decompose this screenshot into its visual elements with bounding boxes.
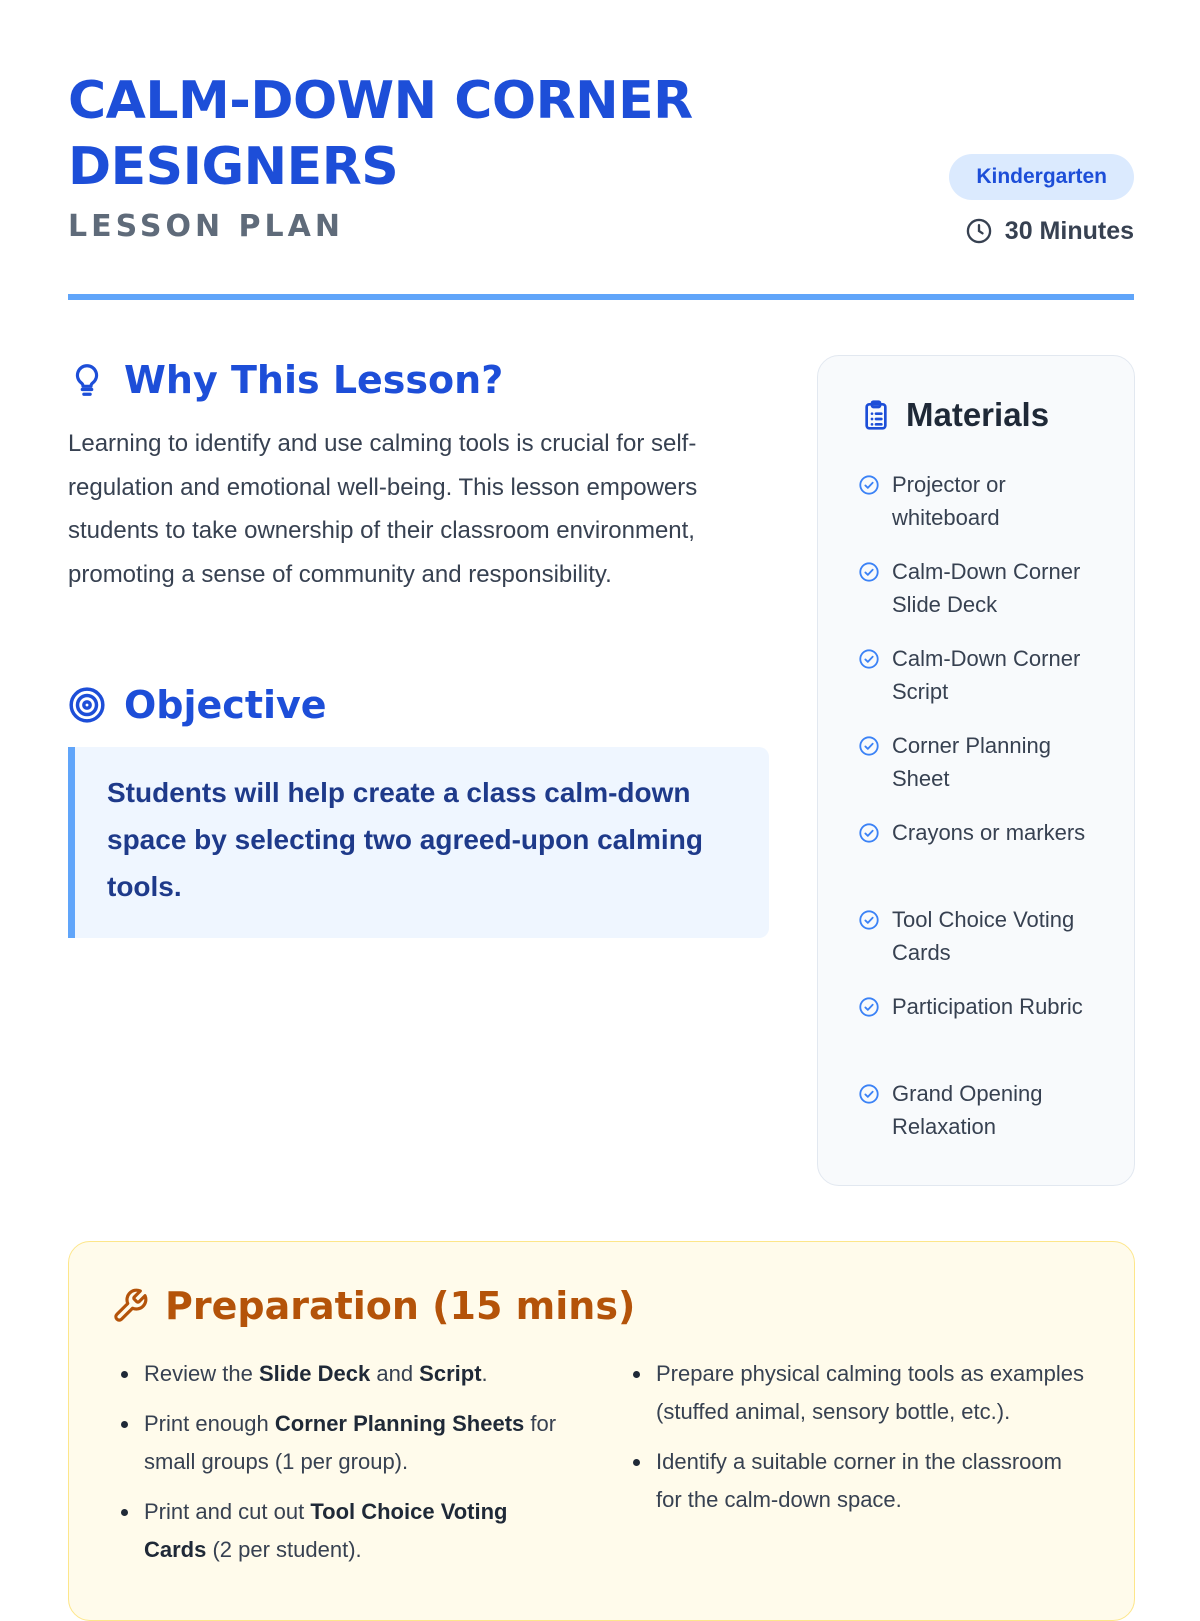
materials-item-label: Participation Rubric — [892, 994, 1083, 1019]
target-icon — [68, 686, 106, 724]
materials-item — [858, 1077, 1108, 1164]
check-circle-icon — [858, 909, 880, 931]
preparation-item-text: for small groups (1 per group). — [144, 1411, 557, 1474]
check-circle-icon — [858, 735, 880, 757]
preparation-card — [68, 1241, 1135, 1621]
materials-item-label: Calm-Down Corner Slide Deck — [892, 559, 1081, 617]
preparation-item — [114, 1493, 564, 1569]
grade-badge: Kindergarten — [949, 154, 1134, 200]
page-title: CALM-DOWN CORNER DESIGNERS — [68, 71, 693, 197]
materials-list — [858, 468, 1108, 1164]
why-heading — [68, 358, 503, 402]
preparation-item-text: Identify a suitable corner in the classroom for the calm-down space. — [656, 1449, 1062, 1512]
materials-item-label: Corner Planning Sheet — [892, 733, 1051, 791]
preparation-item-text: Print and cut out — [144, 1499, 311, 1524]
materials-heading — [860, 396, 1049, 434]
check-circle-icon — [858, 648, 880, 670]
preparation-item-bold: Script — [419, 1361, 482, 1386]
preparation-item-text: Review the — [144, 1361, 259, 1386]
objective-box — [68, 747, 769, 938]
preparation-item-text: (2 per student). — [206, 1537, 362, 1562]
preparation-item-bold: Slide Deck — [258, 1361, 371, 1386]
lightbulb-icon — [68, 361, 106, 399]
preparation-list-left — [114, 1355, 564, 1581]
check-circle-icon — [858, 561, 880, 583]
materials-item-label: Tool Choice Voting Cards — [892, 907, 1075, 965]
preparation-item-text: . — [481, 1361, 488, 1386]
materials-item — [858, 903, 1108, 990]
materials-item-label: Calm-Down Corner Script — [892, 646, 1081, 704]
duration — [965, 216, 1134, 246]
materials-item — [858, 555, 1108, 642]
preparation-item-text: and — [370, 1361, 420, 1386]
check-circle-icon — [858, 474, 880, 496]
materials-card — [817, 355, 1135, 1186]
preparation-item-text: Prepare physical calming tools as examples (stuffed animal, sensory bottle, etc.). — [656, 1361, 1084, 1424]
preparation-item — [114, 1355, 564, 1393]
duration-text: 30 Minutes — [1004, 216, 1134, 245]
materials-heading-text: Materials — [906, 396, 1050, 433]
check-circle-icon — [858, 1083, 880, 1105]
preparation-item — [626, 1355, 1086, 1431]
preparation-item-bold: Tool Choice Voting Cards — [144, 1499, 508, 1562]
clipboard-icon — [860, 399, 892, 431]
wrench-icon — [111, 1287, 149, 1325]
objective-heading — [68, 683, 327, 727]
objective-heading-text: Objective — [124, 683, 327, 727]
materials-item — [858, 816, 1108, 903]
materials-item-label: Crayons or markers — [892, 820, 1086, 845]
header — [68, 68, 1134, 304]
why-heading-text: Why This Lesson? — [124, 358, 504, 402]
materials-item-label: Grand Opening Relaxation — [892, 1081, 1043, 1139]
check-circle-icon — [858, 996, 880, 1018]
check-circle-icon — [858, 822, 880, 844]
preparation-item-bold: Corner Planning Sheets — [274, 1411, 525, 1436]
materials-item — [858, 729, 1108, 816]
objective-text: Students will help create a class calm-down space by selecting two agreed-upon calming tools. — [107, 777, 703, 902]
preparation-heading — [111, 1284, 635, 1328]
why-paragraph: Learning to identify and use calming tools is crucial for self-regulation and emotional well-being. This lesson empowers students to take ownership of their classroom environment, promoting a sense of community and responsibility. — [68, 430, 698, 588]
materials-item-label: Projector or whiteboard — [892, 472, 1006, 530]
preparation-heading-text: Preparation (15 mins) — [165, 1284, 636, 1328]
preparation-item — [626, 1443, 1086, 1519]
preparation-item-text: Print enough — [144, 1411, 275, 1436]
clock-icon — [965, 217, 993, 245]
preparation-item — [114, 1405, 564, 1481]
materials-item — [858, 468, 1108, 555]
materials-item — [858, 642, 1108, 729]
header-divider — [68, 294, 1134, 300]
page-subtitle: LESSON PLAN — [68, 209, 344, 244]
preparation-list-right — [626, 1355, 1086, 1531]
materials-item — [858, 990, 1108, 1077]
